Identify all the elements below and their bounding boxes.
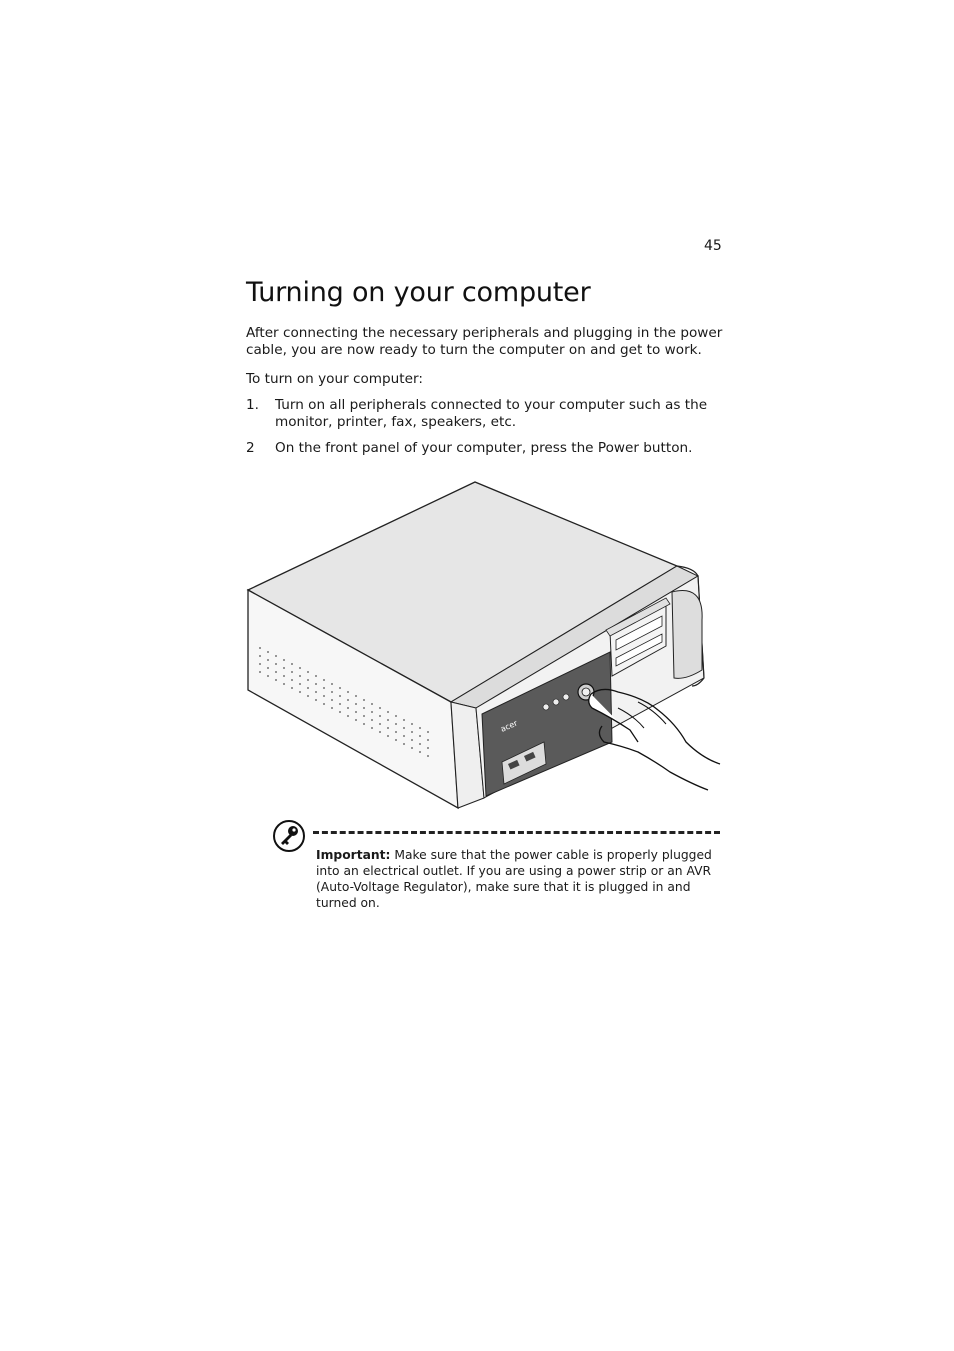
desktop-computer-illustration bbox=[246, 480, 724, 812]
note-divider bbox=[313, 831, 720, 834]
key-icon bbox=[273, 820, 305, 852]
list-marker: 1. bbox=[246, 397, 259, 413]
note-label: Important: bbox=[316, 848, 391, 862]
list-item-text: On the front panel of your computer, press the Power button. bbox=[275, 440, 693, 456]
list-marker: 2 bbox=[246, 440, 255, 456]
intro-paragraph: After connecting the necessary peripherals and plugging in the power cable, you are now ready to turn the computer on and get to work. bbox=[246, 325, 723, 358]
lead-paragraph: To turn on your computer: bbox=[246, 371, 423, 387]
note-body: Make sure that the power cable is properly plugged into an electrical outlet. If you are using a power strip or an AVR (Auto-Voltage Regulator), make sure that it is plugged in and turned on. bbox=[316, 848, 712, 910]
brand-label: acer bbox=[499, 718, 519, 734]
important-note bbox=[316, 847, 716, 911]
page-title: Turning on your computer bbox=[246, 277, 591, 308]
page-number: 45 bbox=[704, 238, 722, 254]
list-item-text: Turn on all peripherals connected to your computer such as the monitor, printer, fax, speakers, etc. bbox=[275, 397, 708, 430]
